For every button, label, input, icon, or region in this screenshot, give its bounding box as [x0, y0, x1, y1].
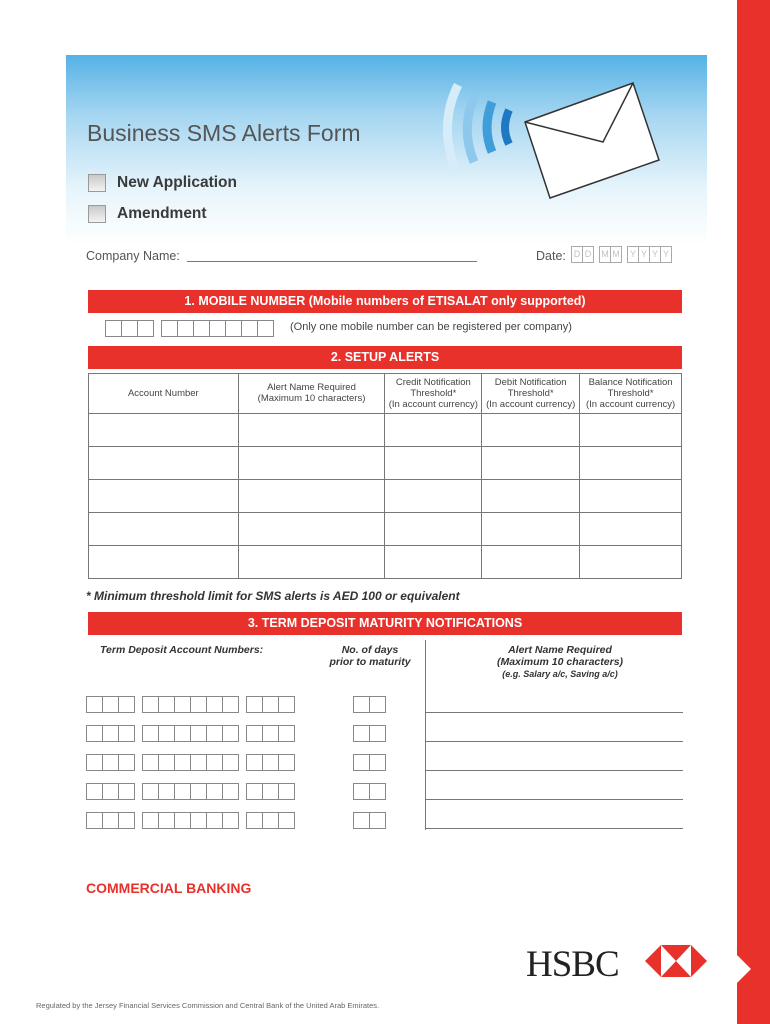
header-line: (Maximum 10 characters): [257, 393, 366, 404]
debit-threshold-cell[interactable]: [482, 480, 580, 513]
digit-cell[interactable]: [102, 725, 119, 742]
digit-cell[interactable]: [118, 725, 135, 742]
account-number-cell[interactable]: [89, 546, 239, 579]
digit-cell[interactable]: [262, 812, 279, 829]
heading-line: prior to maturity: [329, 656, 411, 668]
mobile-digit-cell[interactable]: [193, 320, 210, 337]
digit-cell[interactable]: [102, 783, 119, 800]
digit-cell[interactable]: [190, 812, 207, 829]
days-cell[interactable]: [369, 754, 386, 771]
digit-cell[interactable]: [222, 812, 239, 829]
date-day-cell[interactable]: D: [571, 246, 583, 263]
alert-name-cell[interactable]: [238, 546, 385, 579]
digit-cell[interactable]: [278, 754, 295, 771]
balance-threshold-cell[interactable]: [580, 480, 682, 513]
side-accent-notch: [737, 955, 751, 983]
setup-alerts-table: [88, 373, 682, 579]
header-line: (In account currency): [486, 399, 576, 410]
term-deposit-accounts-heading: Term Deposit Account Numbers:: [100, 644, 264, 656]
digit-cell[interactable]: [158, 754, 175, 771]
digit-cell[interactable]: [262, 696, 279, 713]
brand-wordmark: HSBC: [526, 944, 619, 985]
mobile-digit-cell[interactable]: [137, 320, 154, 337]
digit-cell[interactable]: [278, 812, 295, 829]
digit-cell[interactable]: [190, 754, 207, 771]
debit-threshold-cell[interactable]: [482, 546, 580, 579]
mobile-digit-cell[interactable]: [209, 320, 226, 337]
date-year-cell[interactable]: Y: [649, 246, 661, 263]
digit-cell[interactable]: [222, 754, 239, 771]
table-row: [89, 414, 682, 447]
digit-cell[interactable]: [190, 696, 207, 713]
digit-cell[interactable]: [246, 696, 263, 713]
company-name-field[interactable]: [187, 261, 477, 262]
mobile-digit-cell[interactable]: [257, 320, 274, 337]
digit-cell[interactable]: [278, 783, 295, 800]
digit-cell[interactable]: [206, 725, 223, 742]
days-cell[interactable]: [369, 812, 386, 829]
alert-name-line[interactable]: [425, 770, 683, 771]
alert-name-line[interactable]: [425, 799, 683, 800]
digit-cell[interactable]: [206, 696, 223, 713]
credit-threshold-cell[interactable]: [385, 480, 482, 513]
digit-cell[interactable]: [174, 754, 191, 771]
alert-name-cell[interactable]: [238, 480, 385, 513]
date-year-cell[interactable]: Y: [627, 246, 639, 263]
table-header-row: [89, 374, 682, 414]
division-label: COMMERCIAL BANKING: [86, 880, 252, 896]
section-setup-alerts-header: 2. SETUP ALERTS: [88, 346, 682, 369]
date-month-cell[interactable]: M: [610, 246, 622, 263]
column-divider: [425, 640, 426, 830]
days-cell[interactable]: [353, 696, 370, 713]
signal-waves-icon: [430, 80, 520, 180]
mobile-digit-cell[interactable]: [121, 320, 138, 337]
days-cell[interactable]: [369, 725, 386, 742]
digit-cell[interactable]: [246, 783, 263, 800]
balance-threshold-cell[interactable]: [580, 414, 682, 447]
form-title: Business SMS Alerts Form: [87, 120, 361, 146]
days-cell[interactable]: [369, 783, 386, 800]
digit-cell[interactable]: [206, 783, 223, 800]
side-accent-strip: [737, 0, 770, 1024]
heading-line: Alert Name Required: [508, 644, 612, 656]
mobile-number-field[interactable]: [106, 320, 282, 337]
digit-cell[interactable]: [86, 725, 103, 742]
balance-threshold-cell[interactable]: [580, 546, 682, 579]
digit-cell[interactable]: [190, 725, 207, 742]
new-application-option[interactable]: [88, 174, 237, 192]
digit-cell[interactable]: [278, 696, 295, 713]
digit-cell[interactable]: [102, 812, 119, 829]
mobile-digit-cell[interactable]: [105, 320, 122, 337]
days-prior-heading: [318, 644, 422, 668]
term-deposit-row[interactable]: [87, 754, 303, 771]
section-mobile-number-header: 1. MOBILE NUMBER (Mobile numbers of ETISALAT only supported): [88, 290, 682, 313]
digit-cell[interactable]: [262, 783, 279, 800]
header-line: (In account currency): [585, 399, 676, 410]
regulatory-statement: Regulated by the Jersey Financial Services Commission and Central Bank of the United Arab Emirates.: [36, 1001, 380, 1010]
digit-cell[interactable]: [174, 812, 191, 829]
digit-cell[interactable]: [278, 725, 295, 742]
digit-cell[interactable]: [246, 725, 263, 742]
table-row: [89, 447, 682, 480]
digit-cell[interactable]: [262, 754, 279, 771]
days-cell[interactable]: [353, 812, 370, 829]
digit-cell[interactable]: [118, 754, 135, 771]
credit-threshold-cell[interactable]: [385, 414, 482, 447]
account-number-cell[interactable]: [89, 480, 239, 513]
section-term-deposit-header: 3. TERM DEPOSIT MATURITY NOTIFICATIONS: [88, 612, 682, 635]
mobile-number-note: (Only one mobile number can be registered per company): [290, 321, 572, 333]
digit-cell[interactable]: [102, 696, 119, 713]
digit-cell[interactable]: [102, 754, 119, 771]
digit-cell[interactable]: [246, 754, 263, 771]
header-line: Debit Notification: [494, 377, 567, 388]
digit-cell[interactable]: [262, 725, 279, 742]
term-deposit-row[interactable]: [87, 725, 303, 742]
mobile-digit-cell[interactable]: [241, 320, 258, 337]
alert-name-line[interactable]: [425, 712, 683, 713]
account-number-cell[interactable]: [89, 414, 239, 447]
company-name-label: Company Name:: [86, 249, 180, 263]
header-line: Balance Notification: [588, 377, 673, 388]
debit-threshold-cell[interactable]: [482, 513, 580, 546]
header-line: Threshold*: [507, 388, 554, 399]
digit-cell[interactable]: [118, 696, 135, 713]
digit-cell[interactable]: [158, 783, 175, 800]
hsbc-hexagon-logo: [645, 945, 707, 977]
digit-cell[interactable]: [142, 725, 159, 742]
date-year-cell[interactable]: Y: [638, 246, 650, 263]
checkbox-icon[interactable]: [88, 205, 106, 223]
mobile-digit-cell[interactable]: [177, 320, 194, 337]
date-label: Date:: [536, 249, 566, 263]
digit-cell[interactable]: [86, 696, 103, 713]
table-row: [89, 513, 682, 546]
header-line: Account Number: [127, 388, 199, 399]
heading-line: (e.g. Salary a/c, Saving a/c): [502, 669, 618, 679]
digit-cell[interactable]: [174, 725, 191, 742]
alert-name-line[interactable]: [425, 741, 683, 742]
term-deposit-row[interactable]: [87, 812, 303, 829]
digit-cell[interactable]: [158, 725, 175, 742]
days-cell[interactable]: [369, 696, 386, 713]
amendment-option[interactable]: [88, 205, 207, 223]
digit-cell[interactable]: [86, 783, 103, 800]
column-header: [385, 374, 482, 414]
term-deposit-row[interactable]: [87, 696, 303, 713]
column-header: [482, 374, 580, 414]
date-field[interactable]: [572, 246, 678, 263]
debit-threshold-cell[interactable]: [482, 414, 580, 447]
heading-line: No. of days: [341, 644, 399, 656]
balance-threshold-cell[interactable]: [580, 513, 682, 546]
digit-cell[interactable]: [222, 725, 239, 742]
digit-cell[interactable]: [190, 783, 207, 800]
option-label: New Application: [117, 174, 237, 191]
debit-threshold-cell[interactable]: [482, 447, 580, 480]
mobile-digit-cell[interactable]: [161, 320, 178, 337]
alert-name-heading: [460, 644, 660, 680]
date-month-cell[interactable]: M: [599, 246, 611, 263]
header-line: Credit Notification: [395, 377, 471, 388]
date-year-cell[interactable]: Y: [660, 246, 672, 263]
digit-cell[interactable]: [142, 754, 159, 771]
digit-cell[interactable]: [174, 783, 191, 800]
digit-cell[interactable]: [142, 812, 159, 829]
column-header: [238, 374, 385, 414]
table-row: [89, 546, 682, 579]
digit-cell[interactable]: [118, 812, 135, 829]
digit-cell[interactable]: [174, 696, 191, 713]
alert-name-line[interactable]: [425, 828, 683, 829]
mobile-digit-cell[interactable]: [225, 320, 242, 337]
date-day-cell[interactable]: D: [582, 246, 594, 263]
digit-cell[interactable]: [222, 783, 239, 800]
term-deposit-row[interactable]: [87, 783, 303, 800]
digit-cell[interactable]: [86, 812, 103, 829]
days-cell[interactable]: [353, 754, 370, 771]
heading-line: (Maximum 10 characters): [496, 656, 624, 668]
header-line: Threshold*: [607, 388, 654, 399]
credit-threshold-cell[interactable]: [385, 447, 482, 480]
credit-threshold-cell[interactable]: [385, 546, 482, 579]
digit-cell[interactable]: [206, 754, 223, 771]
digit-cell[interactable]: [142, 696, 159, 713]
envelope-icon: [515, 80, 665, 205]
table-row: [89, 480, 682, 513]
column-header: [580, 374, 682, 414]
header-line: Threshold*: [410, 388, 457, 399]
days-cell[interactable]: [353, 725, 370, 742]
header-line: Alert Name Required: [267, 382, 356, 393]
balance-threshold-cell[interactable]: [580, 447, 682, 480]
digit-cell[interactable]: [158, 812, 175, 829]
credit-threshold-cell[interactable]: [385, 513, 482, 546]
alert-name-cell[interactable]: [238, 513, 385, 546]
column-header: [89, 374, 239, 414]
digit-cell[interactable]: [206, 812, 223, 829]
digit-cell[interactable]: [142, 783, 159, 800]
alert-name-cell[interactable]: [238, 414, 385, 447]
checkbox-icon[interactable]: [88, 174, 106, 192]
digit-cell[interactable]: [86, 754, 103, 771]
alert-name-cell[interactable]: [238, 447, 385, 480]
account-number-cell[interactable]: [89, 447, 239, 480]
account-number-cell[interactable]: [89, 513, 239, 546]
header-line: (In account currency): [388, 399, 478, 410]
threshold-note: * Minimum threshold limit for SMS alerts is AED 100 or equivalent: [86, 589, 460, 603]
digit-cell[interactable]: [158, 696, 175, 713]
digit-cell[interactable]: [222, 696, 239, 713]
digit-cell[interactable]: [118, 783, 135, 800]
option-label: Amendment: [117, 205, 207, 222]
digit-cell[interactable]: [246, 812, 263, 829]
days-cell[interactable]: [353, 783, 370, 800]
